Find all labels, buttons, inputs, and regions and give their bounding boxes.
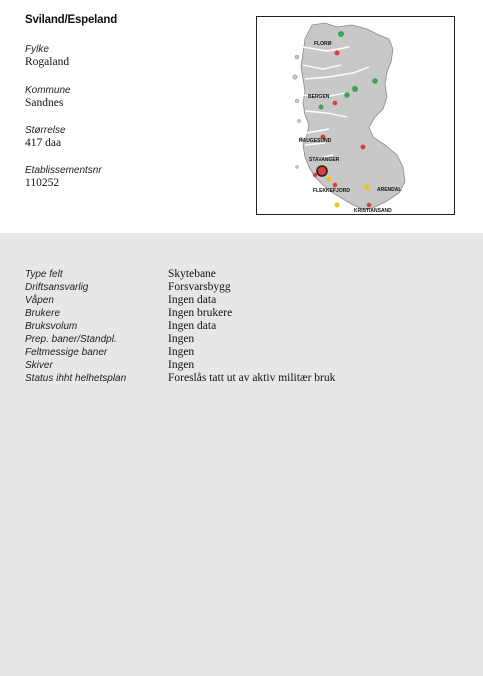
marker-red [367, 203, 372, 208]
detail-row-skiver [25, 359, 455, 372]
detail-value: Skytebane [168, 268, 216, 280]
map-label-florø: FLORØ [314, 41, 332, 47]
island-group [293, 55, 303, 168]
detail-label: Driftsansvarlig [25, 282, 89, 293]
detail-row-feltmessige-baner [25, 346, 455, 359]
detail-row-brukere [25, 307, 455, 320]
page-title: Sviland/Espeland [25, 14, 118, 26]
field-label: Størrelse [25, 125, 66, 136]
map-label-arendal: ARENDAL [377, 187, 402, 193]
marker-red [333, 183, 338, 188]
marker-yellow [327, 177, 332, 182]
detail-row-driftsansvarlig [25, 281, 455, 294]
detail-label: Status ihht helhetsplan [25, 373, 127, 384]
location-map [256, 16, 455, 215]
detail-value: Ingen [168, 346, 195, 358]
field-etablissementsnr [25, 165, 102, 190]
detail-value: Ingen data [168, 294, 217, 306]
field-value: 110252 [25, 177, 60, 189]
marker-red [335, 51, 340, 56]
map-label-haugesund: HAUGESUND [299, 138, 332, 144]
map-label-bergen: BERGEN [308, 94, 330, 100]
map-label-flekkefjord: FLEKKEFJORD [313, 188, 350, 194]
field-label: Etablissementsnr [25, 165, 102, 176]
marker-current-location [317, 166, 327, 176]
field-label: Kommune [25, 85, 71, 96]
map-label-stavanger: STAVANGER [309, 157, 340, 163]
detail-label: Bruksvolum [25, 321, 78, 332]
field-value: 417 daa [25, 137, 62, 149]
detail-label: Type felt [25, 269, 63, 280]
marker-green [372, 78, 378, 84]
detail-row-type-felt [25, 268, 455, 281]
land-area [301, 23, 405, 210]
detail-row-status [25, 372, 455, 385]
marker-green [319, 105, 324, 110]
map-svg [257, 17, 454, 214]
marker-yellow [364, 184, 370, 190]
detail-label: Brukere [25, 308, 61, 319]
field-fylke [25, 44, 69, 69]
detail-value: Ingen data [168, 320, 217, 332]
marker-red [313, 173, 317, 177]
detail-row-vapen [25, 294, 455, 307]
detail-row-prep-baner [25, 333, 455, 346]
details-list [25, 268, 455, 385]
detail-label: Våpen [25, 295, 54, 306]
field-storrelse [25, 125, 66, 150]
detail-label: Feltmessige baner [25, 347, 108, 358]
header-section [0, 0, 483, 233]
field-value: Sandnes [25, 97, 64, 109]
marker-yellow [335, 203, 340, 208]
marker-green [338, 31, 344, 37]
detail-value: Ingen [168, 333, 195, 345]
detail-value: Ingen brukere [168, 307, 233, 319]
detail-value: Forsvarsbygg [168, 281, 231, 293]
marker-red [333, 101, 338, 106]
detail-label: Skiver [25, 360, 53, 371]
field-value: Rogaland [25, 56, 70, 68]
detail-label: Prep. baner/Standpl. [25, 334, 117, 345]
field-kommune [25, 85, 71, 110]
detail-row-bruksvolum [25, 320, 455, 333]
marker-green [352, 86, 358, 92]
marker-green [344, 92, 350, 98]
field-label: Fylke [25, 44, 49, 55]
marker-red [361, 145, 366, 150]
detail-value: Foreslås tatt ut av aktiv militær bruk [168, 372, 336, 384]
map-label-kristiansand: KRISTIANSAND [354, 208, 392, 214]
detail-value: Ingen [168, 359, 195, 371]
